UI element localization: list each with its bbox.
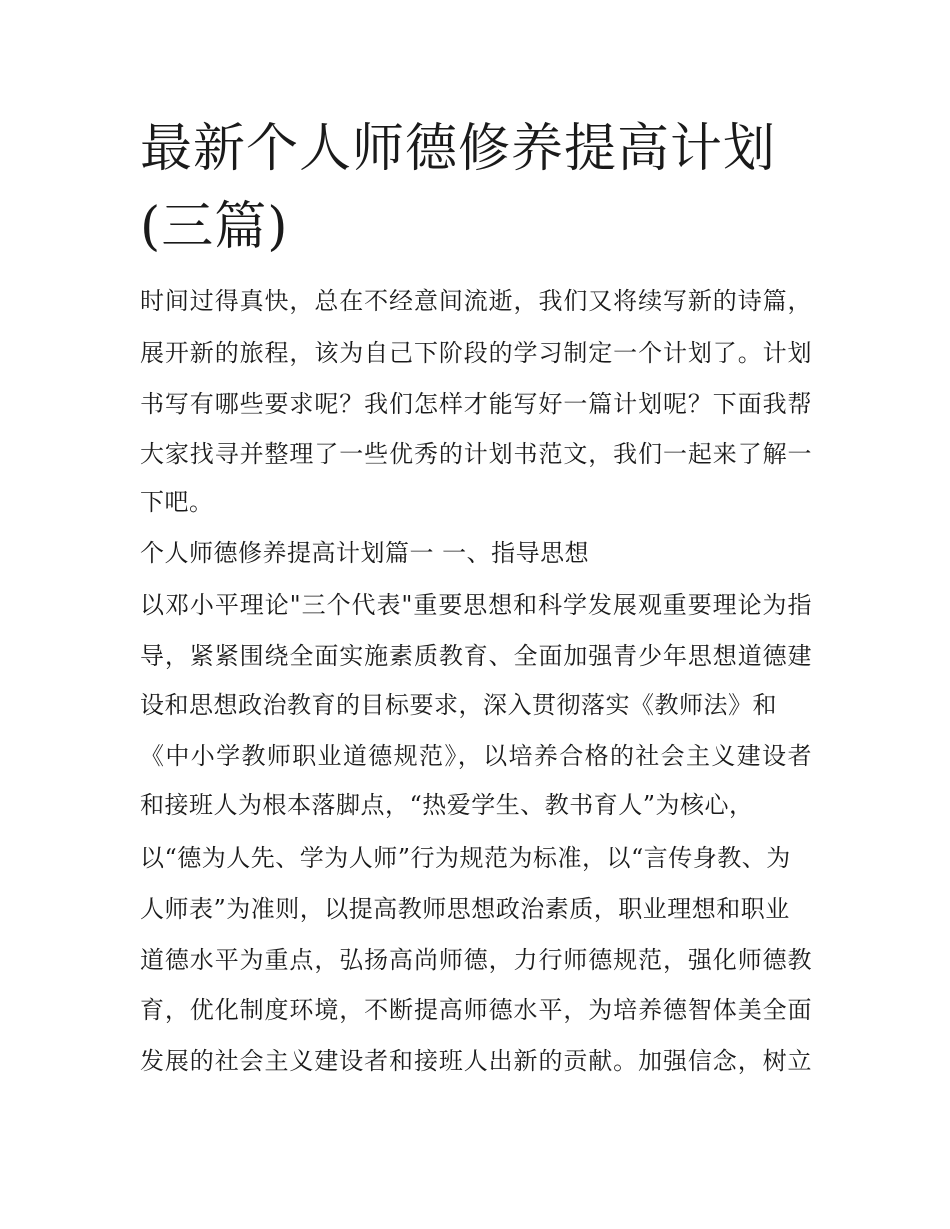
- body-line-14: 道德水平为重点，弘扬高尚师德，力行师德规范，强化师德教: [140, 946, 812, 974]
- body-line-3: 书写有哪些要求呢？我们怎样才能写好一篇计划呢？下面我帮: [140, 390, 812, 418]
- body-line-12: 以“德为人先、学为人师”行为规范为标准，以“言传身教、为: [140, 844, 791, 872]
- body-line-15: 育，优化制度环境，不断提高师德水平，为培养德智体美全面: [140, 996, 812, 1024]
- body-line-10: 《中小学教师职业道德规范》，以培养合格的社会主义建设者: [140, 742, 812, 770]
- document-title: 最新个人师德修养提高计划(三篇): [140, 119, 777, 257]
- body-line-4: 大家找寻并整理了一些优秀的计划书范文，我们一起来了解一: [140, 440, 812, 468]
- body-line-5: 下吧。: [140, 488, 214, 516]
- body-line-8: 导，紧紧围绕全面实施素质教育、全面加强青少年思想道德建: [140, 642, 812, 670]
- body-line-9: 设和思想政治教育的目标要求，深入贯彻落实《教师法》和: [140, 691, 777, 719]
- body-line-16: 发展的社会主义建设者和接班人出新的贡献。加强信念，树立: [140, 1047, 812, 1075]
- body-line-2: 展开新的旅程，该为自己下阶段的学习制定一个计划了。计划: [140, 339, 812, 367]
- section-heading: 个人师德修养提高计划篇一 一、指导思想: [140, 539, 590, 567]
- body-line-1: 时间过得真快，总在不经意间流逝，我们又将续写新的诗篇，: [140, 287, 812, 315]
- body-line-7: 以邓小平理论"三个代表"重要思想和科学发展观重要理论为指: [140, 591, 812, 619]
- body-line-13: 人师表”为准则，以提高教师思想政治素质，职业理想和职业: [140, 895, 790, 923]
- body-line-11: 和接班人为根本落脚点，“热爱学生、教书育人”为核心，: [140, 791, 754, 819]
